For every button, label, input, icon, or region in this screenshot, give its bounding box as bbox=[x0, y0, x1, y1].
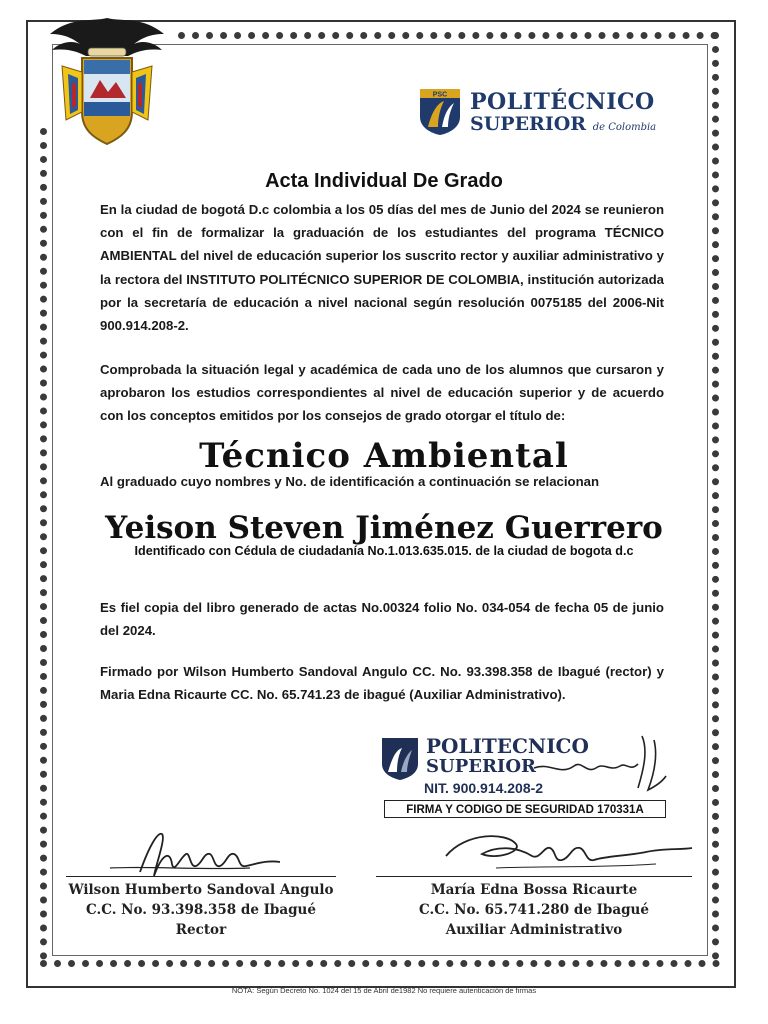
signer-rector-cc: C.C. No. 93.398.358 de Ibagué bbox=[86, 902, 316, 918]
ornamental-border-left bbox=[40, 128, 47, 960]
logo-subtitle-country: de Colombia bbox=[592, 121, 657, 133]
logo-subtitle: SUPERIOR bbox=[470, 112, 587, 135]
politecnico-shield-icon bbox=[418, 87, 462, 137]
paragraph-record-copy: Es fiel copia del libro generado de actas No.00324 folio No. 034-054 de fecha 05 de junio del 2024. bbox=[100, 600, 664, 639]
paragraph-signed-by: Firmado por Wilson Humberto Sandoval Angulo CC. No. 93.398.358 de Ibagué (rector) y Maria Edna Ricaurte CC. No. 65.741.23 de ibagué (Auxiliar Administrativo). bbox=[100, 664, 664, 703]
paragraph-graduate-intro: Al graduado cuyo nombres y No. de identificación a continuación se relacionan bbox=[100, 474, 600, 489]
paragraph-legal-verification: Comprobada la situación legal y académica de cada uno de los alumnos que cursaron y aprobaron los estudios correspondientes al nivel de educación superior y de acuerdo con los conceptos emitidos por los consejos de grado otorgar el título de: bbox=[100, 362, 664, 424]
stamp-signature bbox=[530, 732, 670, 794]
signer-rector bbox=[66, 880, 336, 940]
degree-title: Técnico Ambiental bbox=[199, 436, 569, 476]
logo-title: POLITÉCNICO bbox=[470, 88, 655, 115]
colombia-coat-of-arms-icon bbox=[42, 12, 172, 152]
logo-badge-text: PSC bbox=[432, 91, 448, 99]
ornamental-border-top bbox=[178, 32, 718, 39]
signer-auxiliar-cc: C.C. No. 65.741.280 de Ibagué bbox=[419, 902, 649, 918]
politecnico-logo bbox=[418, 84, 668, 140]
stamp-shield-icon bbox=[380, 736, 420, 782]
ornamental-border-right bbox=[712, 32, 719, 960]
signature-line-auxiliar bbox=[376, 876, 692, 877]
rector-signature bbox=[110, 824, 310, 880]
stamp-subtitle: SUPERIOR bbox=[426, 756, 536, 777]
graduate-id-line: Identificado con Cédula de ciudadanía No.1.013.635.015. de la ciudad de bogota d.c bbox=[134, 544, 634, 558]
signer-auxiliar-role: Auxiliar Administrativo bbox=[445, 922, 623, 938]
document-title: Acta Individual De Grado bbox=[265, 170, 503, 192]
signer-auxiliar bbox=[376, 880, 692, 940]
signer-rector-name: Wilson Humberto Sandoval Angulo bbox=[68, 882, 334, 898]
graduate-name: Yeison Steven Jiménez Guerrero bbox=[105, 510, 663, 546]
footer-note: NOTA: Según Decreto No. 1024 del 15 de Abril de1982 No requiere autenticación de firmas bbox=[231, 986, 537, 995]
paragraph-graduation-intro: En la ciudad de bogotá D.c colombia a los 05 días del mes de Junio del 2024 se reunieron con el fin de formalizar la graduación de los estudiantes del programa TÉCNICO AMBIENTAL del nivel de educación superior los suscrito rector y auxiliar administrativo y la rectora del INSTITUTO POLITÉCNICO SUPERIOR DE COLOMBIA, institución autorizada por la secretaría de educación a nivel nacional según resolución 0075185 del 2006-Nit 900.914.208-2. bbox=[100, 202, 664, 334]
stamp-nit: NIT. 900.914.208-2 bbox=[424, 780, 544, 796]
security-code-box: FIRMA Y CODIGO DE SEGURIDAD 170331A bbox=[384, 800, 666, 818]
signer-auxiliar-name: María Edna Bossa Ricaurte bbox=[430, 882, 638, 898]
auxiliar-signature bbox=[436, 826, 696, 876]
institutional-stamp bbox=[380, 732, 680, 828]
stamp-title: POLITECNICO bbox=[426, 734, 589, 758]
signature-line-rector bbox=[66, 876, 336, 877]
signer-rector-role: Rector bbox=[175, 922, 227, 938]
ornamental-border-bottom bbox=[40, 960, 720, 967]
